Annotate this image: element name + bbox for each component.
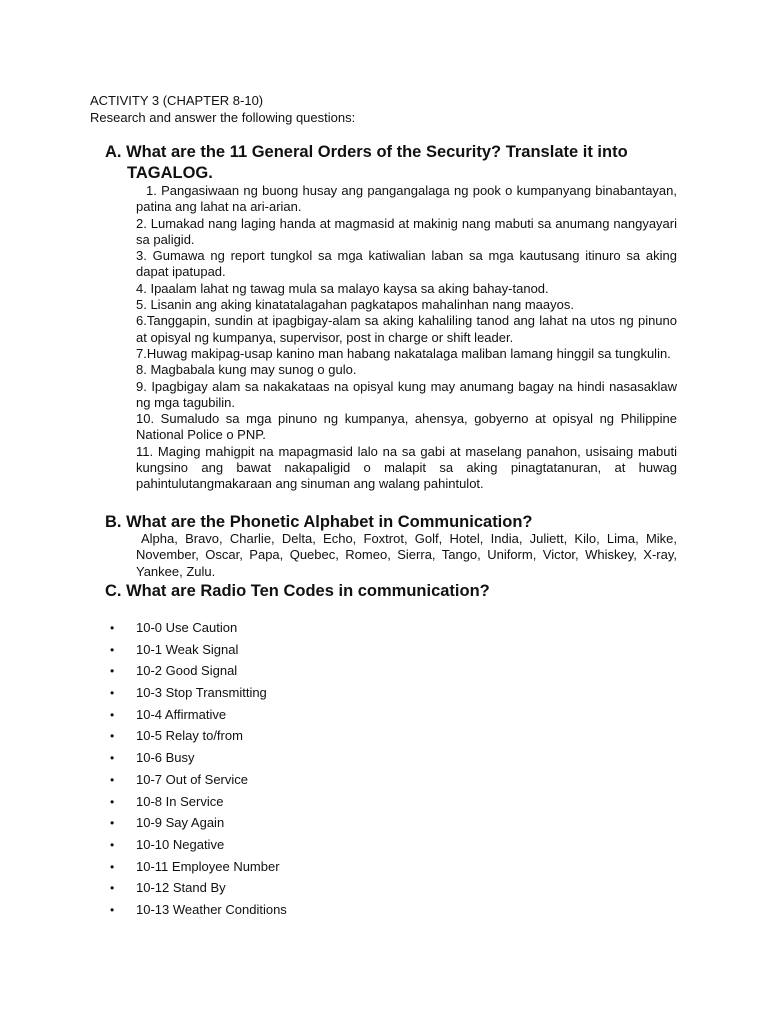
ten-code-item	[110, 684, 287, 706]
bullet-icon: •	[110, 837, 115, 852]
general-order-item: 1. Pangasiwaan ng buong husay ang pangangalaga ng pook o kumpanyang binabantayan, patina ang lahat na ari-arian.	[136, 183, 677, 215]
activity-title: ACTIVITY 3 (CHAPTER 8-10)	[90, 93, 264, 108]
ten-code-text: 10-12 Stand By	[136, 880, 226, 896]
question-a-line1: What are the 11 General Orders of the Security? Translate it into	[126, 143, 628, 161]
ten-code-item	[110, 749, 287, 771]
general-order-item: 11. Maging mahigpit na mapagmasid lalo na sa gabi at maselang panahon, usisaing mabuti kungsino ang bawat nakapaligid o malapit sa aking pinagtatanuran, at huwag pahintulutangmakaraan ang sinuman ang walang pahintulot.	[136, 443, 677, 492]
ten-code-text: 10-2 Good Signal	[136, 663, 238, 679]
general-order-item: 4. Ipaalam lahat ng tawag mula sa malayo kaysa sa aking bahay-tanod.	[136, 280, 549, 296]
bullet-icon: •	[110, 621, 115, 635]
ten-code-item	[110, 641, 287, 663]
question-b-heading	[105, 512, 681, 533]
question-c-title: What are Radio Ten Codes in communication?	[126, 582, 490, 600]
ten-code-text: 10-13 Weather Conditions	[136, 901, 287, 917]
general-order-item: 7.Huwag makipag-usap kanino man habang nakatalaga maliban lamang hinggil sa tungkulin.	[136, 345, 671, 361]
bullet-icon: •	[110, 707, 115, 722]
ten-code-text: 10-1 Weak Signal	[136, 641, 239, 657]
bullet-icon: •	[110, 794, 115, 809]
bullet-icon: •	[110, 664, 115, 679]
bullet-icon: •	[110, 902, 115, 917]
ten-code-item	[110, 662, 287, 684]
ten-code-text: 10-5 Relay to/from	[136, 728, 243, 744]
general-order-item: 3. Gumawa ng report tungkol sa mga katiwalian laban sa mga kautusang itinuro sa aking dapat ipatupad.	[136, 248, 677, 280]
general-order-item: 2. Lumakad nang laging handa at magmasid at makinig nang mabuti sa anumang nangyayari sa paligid.	[136, 215, 677, 247]
ten-code-item	[110, 793, 287, 815]
bullet-icon: •	[110, 751, 115, 766]
ten-code-item	[110, 814, 287, 836]
bullet-icon: •	[110, 859, 115, 874]
ten-code-text: 10-0 Use Caution	[136, 620, 238, 635]
ten-code-item	[110, 901, 287, 923]
bullet-icon: •	[110, 686, 115, 701]
ten-code-text: 10-10 Negative	[136, 836, 225, 852]
bullet-icon: •	[110, 816, 115, 831]
bullet-icon: •	[110, 772, 115, 787]
ten-code-item	[110, 727, 287, 749]
ten-code-item	[110, 836, 287, 858]
question-a-heading	[105, 142, 681, 184]
question-a-line2: TAGALOG.	[127, 164, 213, 182]
ten-code-item	[110, 858, 287, 880]
ten-code-item	[110, 771, 287, 793]
question-a-letter: A.	[105, 143, 122, 161]
ten-codes-list	[110, 619, 287, 923]
header	[90, 92, 355, 126]
ten-code-text: 10-4 Affirmative	[136, 706, 227, 722]
question-c-letter: C.	[105, 582, 122, 600]
instruction-text: Research and answer the following questions:	[90, 110, 356, 125]
bullet-icon: •	[110, 729, 115, 744]
ten-code-text: 10-8 In Service	[136, 793, 224, 809]
general-order-item: 8. Magbabala kung may sunog o gulo.	[136, 362, 357, 378]
ten-code-text: 10-7 Out of Service	[136, 771, 248, 787]
question-b-letter: B.	[105, 513, 122, 531]
phonetic-alphabet-answer: Alpha, Bravo, Charlie, Delta, Echo, Foxtrot, Golf, Hotel, India, Juliett, Kilo, Lima, Mike, November, Oscar, Papa, Quebec, Romeo, Sierra, Tango, Uniform, Victor, Whiskey, X-ray, Yankee, Zulu.	[136, 531, 677, 579]
ten-code-text: 10-11 Employee Number	[136, 858, 280, 874]
general-order-item: 10. Sumaludo sa mga pinuno ng kumpanya, ahensya, gobyerno at opisyal ng Philippine National Police o PNP.	[136, 411, 677, 443]
general-order-item: 9. Ipagbigay alam sa nakakataas na opisyal kung may anumang bagay na hindi nasasaklaw ng mga tagubilin.	[136, 378, 677, 410]
question-c-heading	[105, 581, 681, 602]
ten-code-item	[110, 706, 287, 728]
general-order-item: 6.Tanggapin, sundin at ipagbigay-alam sa aking kahaliling tanod ang lahat na utos ng pinuno at opisyal ng kumpanya, supervisor, post in charge or shift leader.	[136, 313, 677, 345]
general-order-item: 5. Lisanin ang aking kinatatalagahan pagkatapos mahalinhan nang maayos.	[136, 297, 574, 313]
bullet-icon: •	[110, 642, 115, 657]
general-orders-list	[136, 183, 677, 493]
ten-code-item	[110, 879, 287, 901]
ten-code-text: 10-6 Busy	[136, 750, 195, 766]
ten-code-text: 10-3 Stop Transmitting	[136, 685, 267, 701]
bullet-icon: •	[110, 881, 115, 896]
question-b-title: What are the Phonetic Alphabet in Communication?	[126, 513, 533, 531]
ten-code-text: 10-9 Say Again	[136, 815, 225, 831]
ten-code-item	[110, 619, 287, 641]
